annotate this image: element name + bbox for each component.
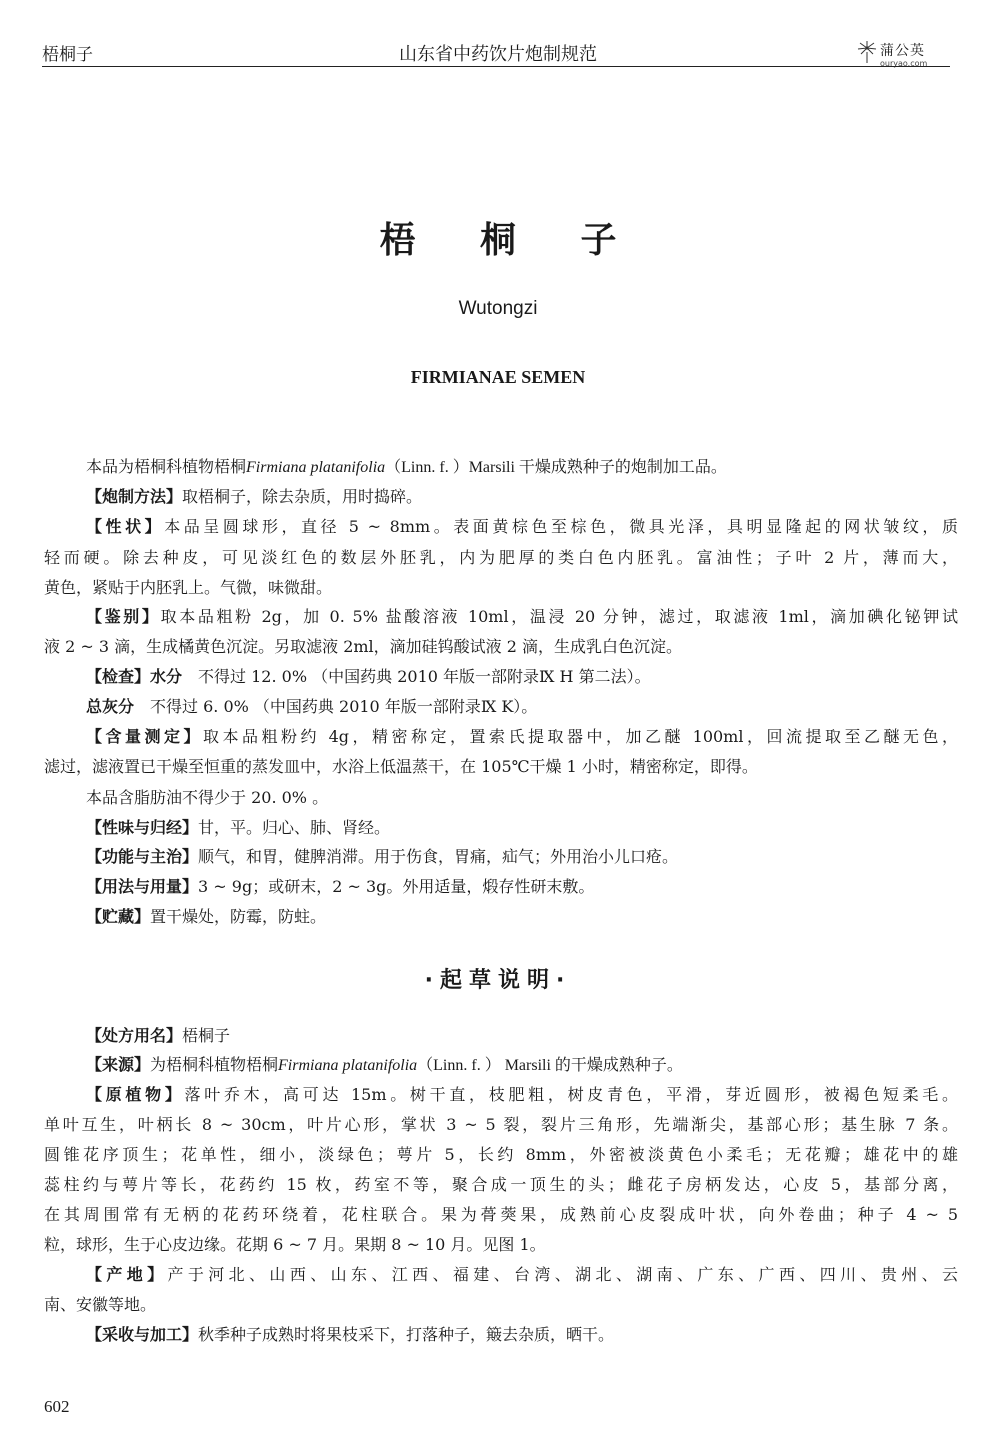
prescription-name: 【处方用名】梧桐子	[86, 1026, 231, 1045]
plant-line-4: 蕊柱约与萼片等长，花药约 15 枚，药室不等，聚合成一顶生的头；雌花子房柄发达，心皮 5，基部分离，	[44, 1175, 958, 1194]
logo-text: 蒲公英	[880, 43, 925, 59]
section-label: 【性状】	[86, 517, 165, 536]
plant-line-6: 粒，球形，生于心皮边缘。花期 6 ~ 7 月。果期 8 ~ 10 月。见图 1。	[44, 1235, 546, 1254]
assay-line-3: 本品含脂肪油不得少于 20. 0% 。	[86, 788, 329, 807]
page-number: 602	[44, 1397, 70, 1416]
character-line-2: 轻而硬。除去种皮，可见淡红色的数层外胚乳，内为肥厚的类白色内胚乳。富油性；子叶 2 片，薄而大，	[44, 548, 958, 567]
section-label: 【炮制方法】	[86, 487, 183, 506]
plant-line-2: 单叶互生，叶柄长 8 ~ 30cm，叶片心形，掌状 3 ~ 5 裂，裂片三角形，先端渐尖，基部心形；基生脉 7 条。	[44, 1115, 958, 1134]
running-header-left: 梧桐子	[42, 45, 93, 65]
assay-line-2: 滤过，滤液置已干燥至恒重的蒸发皿中，水浴上低温蒸干，在 105℃干燥 1 小时，精密称定，即得。	[44, 757, 758, 776]
latin-title: FIRMIANAE SEMEN	[410, 367, 586, 387]
harvest-processing: 【采收与加工】秋季种子成熟时将果枝采下，打落种子，簸去杂质，晒干。	[86, 1325, 615, 1344]
section-label: 【含量测定】	[86, 727, 204, 746]
dandelion-icon	[856, 40, 878, 64]
function-indication: 【功能与主治】顺气，和胃，健脾消滞。用于伤食，胃痛，疝气；外用治小儿口疮。	[86, 847, 679, 866]
section-label: 【用法与用量】	[86, 877, 199, 896]
nature-meridian: 【性味与归经】甘，平。归心、肺、肾经。	[86, 818, 391, 837]
usage-dosage: 【用法与用量】3 ~ 9g；或研末，2 ~ 3g。外用适量，煅存性研末敷。	[86, 877, 595, 896]
running-header-title: 山东省中药饮片炮制规范	[399, 44, 597, 65]
moisture-label: 水分	[150, 667, 183, 686]
page-title: 梧 桐 子	[379, 220, 643, 261]
header-rule	[42, 66, 950, 67]
section-label: 【贮藏】	[86, 907, 151, 926]
section-label: 【来源】	[86, 1055, 151, 1074]
logo-url: ouryao.com	[880, 59, 928, 68]
section-label: 【处方用名】	[86, 1026, 183, 1045]
publisher-logo	[852, 40, 950, 74]
section-label: 【检查】	[86, 667, 151, 686]
check-moisture: 【检查】水分 不得过 12. 0% （中国药典 2010 年版一部附录Ⅸ H 第二法）。	[86, 667, 651, 686]
section-label: 【产地】	[86, 1265, 168, 1284]
ash-label: 总灰分	[86, 697, 135, 716]
assay-line-1: 【含量测定】取本品粗粉约 4g，精密称定，置索氏提取器中，加乙醚 100ml，回流提取至乙醚无色，	[86, 727, 958, 746]
processing-method: 【炮制方法】取梧桐子，除去杂质，用时捣碎。	[86, 487, 423, 506]
intro-paragraph: 本品为梧桐科植物梧桐Firmiana platanifolia（Linn. f. ）Marsili 干燥成熟种子的炮制加工品。	[86, 457, 727, 476]
character-line-3: 黄色，紧贴于内胚乳上。气微，味微甜。	[44, 578, 333, 597]
drafting-notes-heading: ·起草说明·	[424, 968, 572, 993]
origin-line-1: 【产地】产于河北、山西、山东、江西、福建、台湾、湖北、湖南、广东、广西、四川、贵州、云	[86, 1265, 958, 1284]
source: 【来源】为梧桐科植物梧桐Firmiana platanifolia（Linn. f. ） Marsili 的干燥成熟种子。	[86, 1055, 683, 1074]
check-ash: 总灰分 不得过 6. 0% （中国药典 2010 年版一部附录Ⅸ K）。	[86, 697, 538, 716]
identification-line-2: 液 2 ~ 3 滴，生成橘黄色沉淀。另取滤液 2ml，滴加硅钨酸试液 2 滴，生成乳白色沉淀。	[44, 637, 683, 656]
section-label: 【采收与加工】	[86, 1325, 199, 1344]
section-label: 【鉴别】	[86, 607, 161, 626]
plant-line-3: 圆锥花序顶生；花单性，细小，淡绿色；萼片 5，长约 8mm，外密被淡黄色小柔毛；无花瓣；雄花中的雄	[44, 1145, 958, 1164]
pinyin-title: Wutongzi	[458, 298, 538, 319]
plant-line-1: 【原植物】落叶乔木，高可达 15m。树干直，枝肥粗，树皮青色，平滑，芽近圆形，被褐色短柔毛。	[86, 1085, 958, 1104]
species-name: Firmiana platanifolia	[278, 1057, 418, 1074]
section-label: 【原植物】	[86, 1085, 185, 1104]
identification-line-1: 【鉴别】取本品粗粉 2g，加 0. 5% 盐酸溶液 10ml，温浸 20 分钟，滤过，取滤液 1ml，滴加碘化铋钾试	[86, 607, 958, 626]
storage: 【贮藏】置干燥处，防霉，防蛀。	[86, 907, 327, 926]
section-label: 【性味与归经】	[86, 818, 199, 837]
origin-line-2: 南、安徽等地。	[44, 1295, 157, 1314]
character-line-1: 【性状】本品呈圆球形，直径 5 ~ 8mm。表面黄棕色至棕色，微具光泽，具明显隆起的网状皱纹，质	[86, 517, 958, 536]
plant-line-5: 在其周围常有无柄的花药环绕着，花柱联合。果为蓇葖果，成熟前心皮裂成叶状，向外卷曲；种子 4 ~ 5	[44, 1205, 958, 1224]
section-label: 【功能与主治】	[86, 847, 199, 866]
species-name: Firmiana platanifolia	[246, 459, 386, 476]
